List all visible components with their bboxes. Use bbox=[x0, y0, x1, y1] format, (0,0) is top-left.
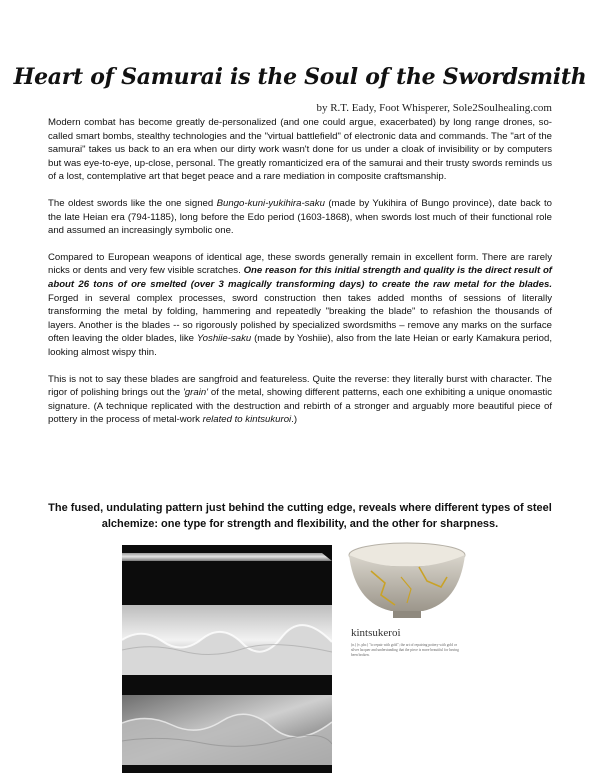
figure-caption: The fused, undulating pattern just behind the cutting edge, reveals where different types of steel alchemize: one type for strength and flexibility, and the other for sharpness. bbox=[48, 502, 552, 530]
p2-sword-name: Bungo-kuni-yukihira-saku bbox=[216, 197, 325, 209]
paragraph-2 bbox=[48, 197, 552, 238]
p3-sword-name: Yoshiie-saku bbox=[196, 333, 252, 345]
p4-kintsukuroi-term: related to kintsukuroi bbox=[202, 414, 292, 426]
p3-text-middle: Forged in several complex processes, sword construction then takes added months of sessions of literally transforming the metal by folding, hammering and repeatedly "breaking the blade" to refashion the thousands of layers. Another is the blades -- so rigorously polished by specialized swordsmiths – remove any marks on the surface often leaving the older blades, like bbox=[48, 292, 552, 345]
p3-text-after: (made by Yoshiie), also from the late Heian or early Kamakura period, looking almost wispy thin. bbox=[48, 333, 552, 358]
kintsukeroi-bowl-illustration bbox=[341, 537, 473, 625]
bowl-term-title: kintsukeroi bbox=[351, 627, 401, 639]
p3-text-before: Compared to European weapons of identical age, these swords generally remain in excellent form. There are rarely nicks or dents and very few visible scratches. bbox=[48, 251, 552, 277]
p4-text-before: This is not to say these blades are sangfroid and featureless. Quite the reverse: they literally burst with character. The rigor of polishing brings out the bbox=[48, 373, 552, 399]
p2-text-after: (made by Yukihira of Bungo province), date back to the late Heian era (794-1185), long before the Edo period (1603-1868), when swords lost much of their functional role and assumed an increasingly symbolic one. bbox=[48, 197, 553, 237]
p4-text-after: .) bbox=[291, 414, 298, 426]
paragraph-3 bbox=[48, 251, 552, 360]
p2-text-before: The oldest swords like the one signed bbox=[48, 197, 217, 209]
paragraph-4 bbox=[48, 373, 552, 427]
sword-blade-illustration bbox=[122, 545, 332, 773]
paragraph-1: Modern combat has become greatly de-personalized (and one could argue, exacerbated) by long range drones, so-called smart bombs, stealthy technologies and the "virtual battlefield" of electronic data and commands. The "art of the samurai" takes us back to an era when our dirty work wasn't done for us under a cloak of invisibility or by computers but was eye-to-eye, up-close, personal. The greatly romanticized era of the samurai and their trusty swords reminds us of a lost, contemplative art that beget peace and a rare mediation in composite craftsmanship. bbox=[48, 117, 552, 183]
bowl-term-description: (n.) (v. phr.) "to repair with gold"; the art of repairing pottery with gold or silver lacquer and understanding that the piece is more beautiful for having been broken. bbox=[351, 643, 459, 657]
p4-text-middle: of the metal, showing different patterns, each one exhibiting a unique onomastic signature. (A technique replicated with the destruction and rebirth of a stronger and arguably more beautiful piece of pottery in the process of metal-work bbox=[48, 387, 553, 426]
article-title: Heart of Samurai is the Soul of the Swordsmith bbox=[13, 64, 587, 90]
p3-bold-emphasis: One reason for this initial strength and quality is the direct result of about 26 tons of ore smelted (over 3 magically transforming days) to create the raw metal for the blades. bbox=[48, 265, 553, 290]
article-body bbox=[48, 116, 552, 427]
p4-grain-term: 'grain' bbox=[183, 387, 209, 399]
sword-blade-photo bbox=[122, 545, 332, 773]
kintsukeroi-bowl-photo bbox=[341, 537, 473, 773]
article-byline: by R.T. Eady, Foot Whisperer, Sole2Soulhealing.com bbox=[316, 102, 552, 114]
